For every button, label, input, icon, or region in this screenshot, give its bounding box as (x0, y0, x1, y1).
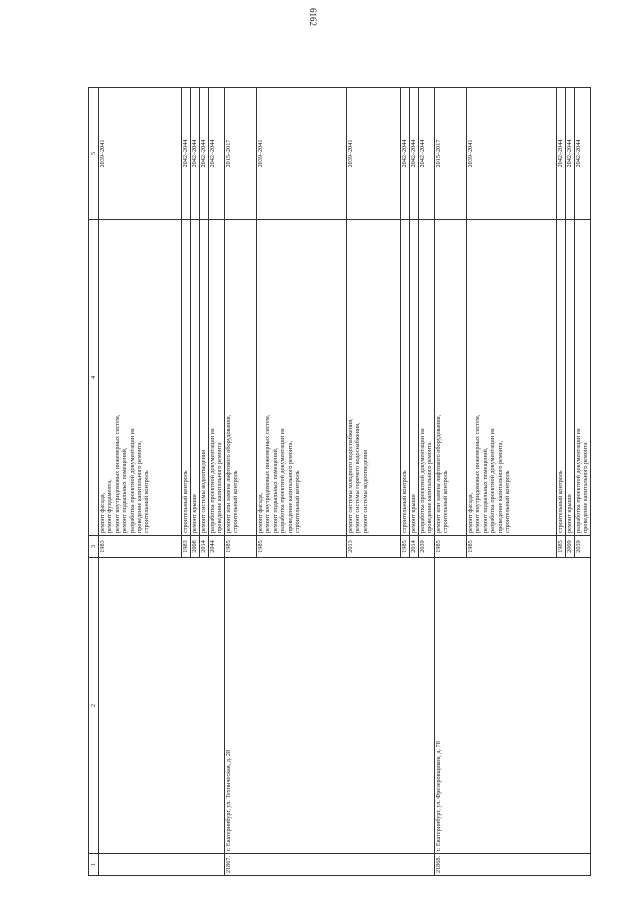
table-body (99, 88, 591, 876)
period-cell: 2042–2044 (182, 88, 191, 220)
year-cell: 2008 (191, 536, 200, 558)
object-address: г. Екатеринбург, ул. Фрезеровщиков, д. 78 (435, 558, 591, 854)
year-cell: 1983 (99, 536, 182, 558)
header-col-1: 1 (89, 854, 99, 876)
repair-schedule-table (88, 87, 591, 876)
work-type-cell: ремонт фасада, ремонт фундамента, ремонт внутридомовых инженерных систем, ремонт подвальных помещений, разработка проектной документации на проведение капитального ремонта, строительный контроль (99, 220, 182, 536)
period-cell: 2042–2044 (209, 88, 225, 220)
work-type-cell: ремонт крыши (566, 220, 575, 536)
work-type-cell: ремонт крыши (410, 220, 419, 536)
period-cell: 2042–2044 (575, 88, 591, 220)
period-cell: 2039–2041 (257, 88, 347, 220)
period-cell: 2039–2041 (99, 88, 182, 220)
period-cell: 2015–2017 (225, 88, 257, 220)
period-cell: 2042–2044 (191, 88, 200, 220)
period-cell: 2039–2041 (467, 88, 557, 220)
work-type-cell: строительный контроль (401, 220, 410, 536)
year-cell: 1985 (401, 536, 410, 558)
page-number: 6162 (308, 8, 318, 26)
period-cell: 2039–2041 (347, 88, 401, 220)
work-type-cell: ремонт крыши (191, 220, 200, 536)
year-cell: 2044 (209, 536, 225, 558)
work-type-cell: ремонт системы водоотведения (200, 220, 209, 536)
year-cell: 2014 (200, 536, 209, 558)
work-type-cell: ремонт фасада, ремонт внутридомовых инженерных систем, ремонт подвальных помещений, разработка проектной документации на проведение капитального ремонта, строительный контроль (257, 220, 347, 536)
year-cell: 2013 (347, 536, 401, 558)
period-cell: 2042–2044 (410, 88, 419, 220)
work-type-cell: строительный контроль (182, 220, 191, 536)
period-cell: 2042–2044 (557, 88, 566, 220)
header-col-2: 2 (89, 558, 99, 854)
period-cell: 2042–2044 (401, 88, 410, 220)
work-type-cell: разработка проектной документации на проведение капитального ремонта (419, 220, 435, 536)
year-cell: 2039 (419, 536, 435, 558)
header-col-5: 5 (89, 88, 99, 220)
period-cell: 2015–2017 (435, 88, 467, 220)
period-cell: 2042–2044 (566, 88, 575, 220)
work-type-cell: ремонт или замена лифтового оборудования, строительный контроль (225, 220, 257, 536)
header-col-4: 4 (89, 220, 99, 536)
work-type-cell: ремонт фасада, ремонт внутридомовых инженерных систем, ремонт подвальных помещений, разработка проектной документации на проведение капитального ремонта, строительный контроль (467, 220, 557, 536)
object-number: 21868. (435, 854, 591, 876)
year-cell: 1985 (435, 536, 467, 558)
year-cell: 1985 (257, 536, 347, 558)
period-cell: 2042–2044 (200, 88, 209, 220)
year-cell: 2009 (566, 536, 575, 558)
table-row (225, 88, 257, 876)
year-cell: 2014 (410, 536, 419, 558)
rotated-table-wrapper (88, 88, 600, 876)
object-number (99, 854, 225, 876)
year-cell: 1983 (182, 536, 191, 558)
header-row (89, 88, 99, 876)
table-row (99, 88, 182, 876)
work-type-cell: ремонт системы холодного водоснабжения, ремонт системы горячего водоснабжения, ремонт системы водоотведения (347, 220, 401, 536)
object-number: 21867. (225, 854, 435, 876)
work-type-cell: ремонт или замена лифтового оборудования, строительный контроль (435, 220, 467, 536)
year-cell: 2039 (575, 536, 591, 558)
work-type-cell: разработка проектной документации на проведение капитального ремонта (209, 220, 225, 536)
table-row (435, 88, 467, 876)
year-cell: 1985 (557, 536, 566, 558)
object-address (99, 558, 225, 854)
year-cell: 1985 (225, 536, 257, 558)
period-cell: 2042–2044 (419, 88, 435, 220)
object-address: г. Екатеринбург, ул. Техническая, д. 28 (225, 558, 435, 854)
work-type-cell: строительный контроль (557, 220, 566, 536)
header-col-3: 3 (89, 536, 99, 558)
year-cell: 1985 (467, 536, 557, 558)
work-type-cell: разработка проектной документации на проведение капитального ремонта (575, 220, 591, 536)
